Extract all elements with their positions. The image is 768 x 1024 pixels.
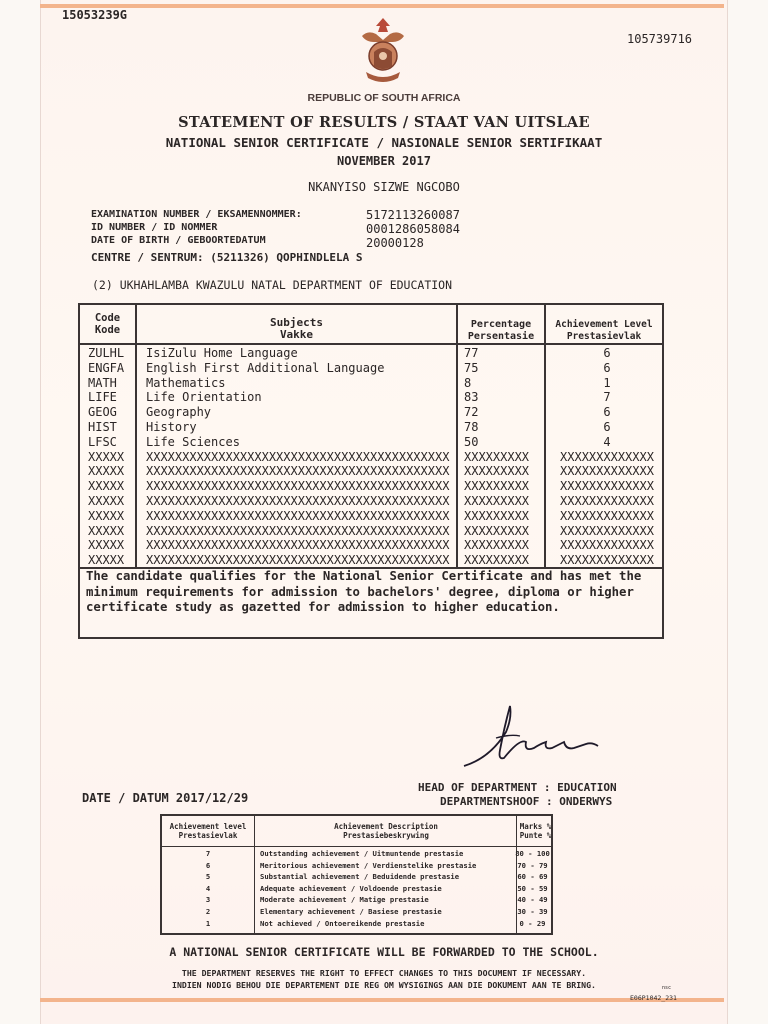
subject-name: IsiZulu Home Language [146,346,298,360]
small-mark: nsc [662,985,672,991]
centre-line: CENTRE / SENTRUM: (5211326) QOPHINDLELA S [91,251,363,264]
subject-name: Life Sciences [146,434,240,449]
achievement-level-value: XXXXXXXXXXXXX [560,508,654,523]
subject-code: XXXXX [88,494,125,508]
subject-name: XXXXXXXXXXXXXXXXXXXXXXXXXXXXXXXXXXXXXXXXXX [146,538,450,553]
legend-level: 1 [205,918,211,928]
header-code: Code Kode [94,312,121,336]
achievement-level-value: XXXXXXXXXXXXX [560,449,654,464]
subject-code: XXXXX [88,479,125,494]
legend-header-level: Achievement level Prestasievlak [169,822,247,840]
legend-marks: 0 - 29 [519,918,546,928]
exam-number-label: EXAMINATION NUMBER / EKSAMENNOMMER: [91,209,302,220]
legend-row [162,861,551,872]
subject-name: XXXXXXXXXXXXXXXXXXXXXXXXXXXXXXXXXXXXXXXXXX [146,479,450,494]
legend-description: Outstanding achievement / Uitmuntende prestasie [260,849,464,858]
achievement-level-value: XXXXXXXXXXXXX [560,523,654,538]
percentage-value: 78 [464,420,479,434]
percentage-value: XXXXXXXXX [464,508,530,523]
table-row [80,376,666,391]
legend-description: Substantial achievement / Beduidende prestasie [260,872,460,882]
table-row [80,390,666,405]
reservation-notice-en: THE DEPARTMENT RESERVES THE RIGHT TO EFFECT CHANGES TO THIS DOCUMENT IF NECESSARY. [181,968,587,978]
percentage-value: 72 [464,405,479,420]
subject-name: XXXXXXXXXXXXXXXXXXXXXXXXXXXXXXXXXXXXXXXXXX [146,553,450,568]
percentage-value: 75 [464,360,479,375]
coat-of-arms-emblem [356,16,410,88]
document-title: STATEMENT OF RESULTS / STAAT VAN UITSLAE [178,114,590,131]
table-row [80,464,666,479]
legend-description: Adequate achievement / Voldoende prestasie [260,883,442,893]
legend-level: 7 [205,849,211,858]
subject-name: English First Additional Language [146,360,385,375]
subject-code: LFSC [88,434,117,449]
certificate-forwarding-note: A NATIONAL SENIOR CERTIFICATE WILL BE FORWARDED TO THE SCHOOL. [169,945,599,959]
table-row [80,361,666,376]
percentage-value: 77 [464,346,479,360]
table-row [80,450,666,465]
legend-header-marks: Marks % Punte % [519,822,552,840]
achievement-legend-table [160,814,553,935]
subject-name: Geography [146,405,212,420]
legend-marks: 30 - 39 [517,907,548,916]
qualification-statement: The candidate qualifies for the National Senior Certificate and has met the minimum requirements for admission to bachelors' degree, diploma or higher certificate study as gazetted for admission to higher education. [86,569,642,614]
subject-code: XXXXX [88,538,125,553]
table-row [80,435,666,450]
subject-name: Life Orientation [146,390,262,405]
subject-code: ZULHL [88,346,125,360]
subject-name: Mathematics [146,375,226,390]
percentage-value: XXXXXXXXX [464,494,530,508]
legend-description: Elementary achievement / Basiese prestasie [260,907,442,916]
header-percentage: Percentage Persentasie [467,319,535,342]
subject-code: XXXXX [88,464,125,479]
table-row [80,405,666,420]
education-department: (2) UKHAHLAMBA KWAZULU NATAL DEPARTMENT OF EDUCATION [92,278,453,292]
achievement-level-value: 6 [603,420,611,434]
table-row [80,524,666,539]
issue-date: DATE / DATUM 2017/12/29 [82,791,249,805]
achievement-level-value: 4 [603,434,611,449]
legend-row [162,919,551,930]
header-subjects: Subjects Vakke [270,316,323,341]
legend-marks: 80 - 100 [515,849,550,858]
id-number-label: ID NUMBER / ID NOMMER [91,222,218,233]
percentage-value: XXXXXXXXX [464,449,530,464]
subject-name: XXXXXXXXXXXXXXXXXXXXXXXXXXXXXXXXXXXXXXXXXX [146,494,450,508]
legend-row [162,872,551,883]
subject-name: XXXXXXXXXXXXXXXXXXXXXXXXXXXXXXXXXXXXXXXXXX [146,449,450,464]
serial-number-right: 105739716 [627,32,693,46]
legend-level: 4 [205,883,211,893]
achievement-level-value: 7 [603,390,611,405]
legend-level: 5 [205,872,211,882]
form-code: E06P1042_231 [630,994,677,1002]
achievement-level-value: XXXXXXXXXXXXX [560,479,654,494]
subject-name: XXXXXXXXXXXXXXXXXXXXXXXXXXXXXXXXXXXXXXXXXX [146,464,450,479]
exam-session: NOVEMBER 2017 [337,154,431,168]
header-achievement-level: Achievement Level Prestasievlak [555,319,653,342]
legend-marks: 40 - 49 [517,895,548,905]
subject-code: XXXXX [88,523,125,538]
exam-number-value: 5172113260087 [366,208,460,222]
dob-label: DATE OF BIRTH / GEBOORTEDATUM [91,235,266,246]
candidate-name: NKANYISO SIZWE NGCOBO [308,180,460,194]
legend-description: Meritorious achievement / Verdienstelike prestasie [260,860,477,870]
legend-marks: 70 - 79 [517,860,548,870]
orange-border-bottom [40,998,724,1002]
table-row [80,509,666,524]
legend-row [162,907,551,918]
legend-marks: 50 - 59 [517,883,548,893]
table-row [80,479,666,494]
subject-code: XXXXX [88,508,125,523]
legend-description: Not achieved / Ontoereikende prestasie [260,918,425,928]
legend-row [162,884,551,895]
table-row [80,420,666,435]
country-name: REPUBLIC OF SOUTH AFRICA [307,92,461,104]
subject-code: GEOG [88,405,117,420]
signature [460,698,600,778]
legend-marks: 60 - 69 [517,872,548,882]
achievement-level-value: 6 [603,346,611,360]
legend-description: Moderate achievement / Matige prestasie [260,895,429,905]
achievement-level-value: XXXXXXXXXXXXX [560,553,654,568]
results-table [78,303,664,639]
table-row [80,494,666,509]
subject-name: XXXXXXXXXXXXXXXXXXXXXXXXXXXXXXXXXXXXXXXXXX [146,523,450,538]
achievement-level-value: XXXXXXXXXXXXX [560,464,654,479]
table-row [80,553,666,568]
orange-border-top [40,4,724,8]
subject-name: XXXXXXXXXXXXXXXXXXXXXXXXXXXXXXXXXXXXXXXXXX [146,508,450,523]
subject-code: HIST [88,420,117,434]
subject-code: XXXXX [88,553,125,568]
percentage-value: XXXXXXXXX [464,464,530,479]
achievement-level-value: 6 [603,360,611,375]
achievement-level-value: XXXXXXXXXXXXX [560,494,654,508]
achievement-level-value: 6 [603,405,611,420]
achievement-level-value: XXXXXXXXXXXXX [560,538,654,553]
percentage-value: 50 [464,434,479,449]
legend-level: 6 [205,860,211,870]
achievement-level-value: 1 [603,375,611,390]
subject-code: LIFE [88,390,117,405]
percentage-value: XXXXXXXXX [464,523,530,538]
percentage-value: XXXXXXXXX [464,479,530,494]
reservation-notice-af: INDIEN NODIG BEHOU DIE DEPARTEMENT DIE REG OM WYSIGINGS AAN DIE DOKUMENT AAN TE BRING. [172,980,596,990]
legend-header-description: Achievement Description Prestasiebeskrywing [334,822,438,840]
head-of-department-en: HEAD OF DEPARTMENT : EDUCATION [418,781,617,794]
subject-code: ENGFA [88,360,125,375]
percentage-value: XXXXXXXXX [464,553,530,568]
dob-value: 20000128 [366,236,424,250]
subject-name: History [146,420,197,434]
legend-level: 2 [205,907,211,916]
id-number-value: 0001286058084 [366,222,460,236]
legend-row [162,895,551,906]
legend-level: 3 [205,895,211,905]
subject-code: XXXXX [88,449,125,464]
legend-row [162,849,551,860]
percentage-value: 8 [464,375,472,390]
head-of-department-af: DEPARTMENTSHOOF : ONDERWYS [440,795,613,808]
serial-number-left: 15053239G [62,8,128,22]
certificate-subtitle: NATIONAL SENIOR CERTIFICATE / NASIONALE SENIOR SERTIFIKAAT [165,135,603,150]
table-row [80,346,666,361]
subject-code: MATH [88,375,117,390]
table-row [80,538,666,553]
percentage-value: 83 [464,390,479,405]
percentage-value: XXXXXXXXX [464,538,530,553]
